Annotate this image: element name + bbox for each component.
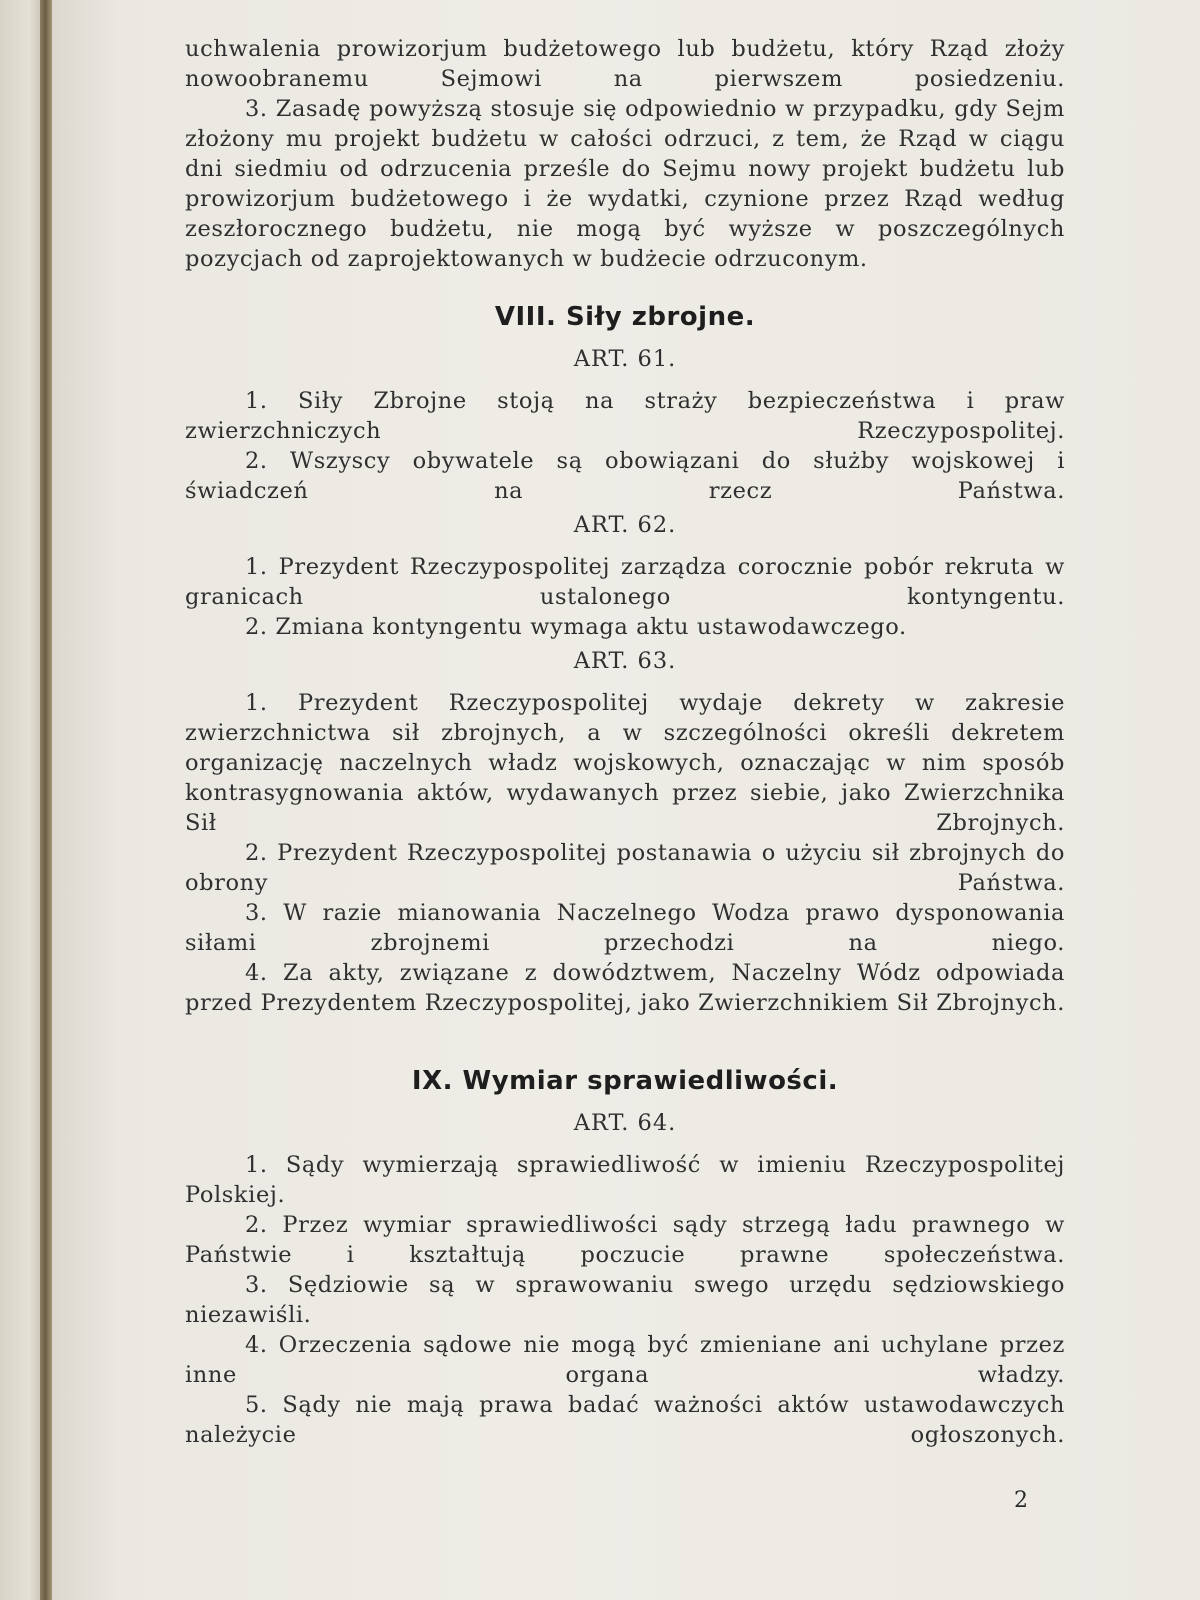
chapter-gap (185, 1018, 1065, 1038)
page-number: 2 (1014, 1488, 1028, 1513)
art-62-paragraph-2: 2. Zmiana kontyngentu wymaga aktu ustawodawczego. (245, 614, 907, 640)
art-64-paragraph-1: 1. Sądy wymierzają sprawiedliwość w imieniu Rzeczypospolitej Polskiej. (185, 1152, 1065, 1208)
art-61-heading: ART. 61. (573, 346, 677, 372)
art-62-paragraph-1: 1. Prezydent Rzeczypospolitej zarządza corocznie pobór rekruta w granicach ustalonego kontyngentu. (185, 554, 1065, 610)
chapter-8-title: VIII. Siły zbrojne. (494, 302, 756, 332)
art-64-paragraph-3: 3. Sędziowie są w sprawowaniu swego urzędu sędziowskiego niezawiśli. (185, 1272, 1065, 1328)
art-63-heading: ART. 63. (573, 648, 677, 674)
art-64-paragraph-4: 4. Orzeczenia sądowe nie mogą być zmieniane ani uchylane przez inne organa władzy. (185, 1332, 1065, 1388)
book-binding (40, 0, 52, 1600)
intro-paragraph-2: 3. Zasadę powyższą stosuje się odpowiednio w przypadku, gdy Sejm złożony mu projekt budżetu w całości odrzuci, z tem, że Rząd w ciągu dni siedmiu od odrzucenia prześle do Sejmu nowy projekt budżetu lub prowizorjum budżetowego i że wydatki, czynione przez Rząd według zeszłorocznego budżetu, nie mogą być wyższe w poszczególnych pozycjach od zaprojektowanych w budżecie odrzuconym. (185, 96, 1065, 272)
chapter-9-title: IX. Wymiar sprawiedliwości. (411, 1066, 839, 1096)
art-61-paragraph-1: 1. Siły Zbrojne stoją na straży bezpieczeństwa i praw zwierzchniczych Rzeczypospolitej. (185, 388, 1065, 444)
art-64-heading: ART. 64. (573, 1110, 677, 1136)
art-62-heading: ART. 62. (573, 512, 677, 538)
intro-paragraph-1: uchwalenia prowizorjum budżetowego lub budżetu, który Rząd złoży nowoobranemu Sejmowi na pierwszem posiedzeniu. (185, 36, 1065, 92)
page-text (185, 34, 1065, 1450)
art-63-paragraph-3: 3. W razie mianowania Naczelnego Wodza prawo dysponowania siłami zbrojnemi przechodzi na niego. (185, 900, 1065, 956)
art-64-paragraph-5: 5. Sądy nie mają prawa badać ważności aktów ustawodawczych należycie ogłoszonych. (185, 1392, 1065, 1448)
art-64-paragraph-2: 2. Przez wymiar sprawiedliwości sądy strzegą ładu prawnego w Państwie i kształtują poczucie prawne społeczeństwa. (185, 1212, 1065, 1268)
art-63-paragraph-4: 4. Za akty, związane z dowództwem, Naczelny Wódz odpowiada przed Prezydentem Rzeczypospolitej, jako Zwierzchnikiem Sił Zbrojnych. (185, 960, 1065, 1016)
art-63-paragraph-1: 1. Prezydent Rzeczypospolitej wydaje dekrety w zakresie zwierzchnictwa sił zbrojnych, a w szczególności określi dekretem organizację naczelnych władz wojskowych, oznaczając w nim sposób kontrasygnowania aktów, wydawanych przez siebie, jako Zwierzchnika Sił Zbrojnych. (185, 690, 1065, 836)
art-63-paragraph-2: 2. Prezydent Rzeczypospolitej postanawia o użyciu sił zbrojnych do obrony Państwa. (185, 840, 1065, 896)
art-61-paragraph-2: 2. Wszyscy obywatele są obowiązani do służby wojskowej i świadczeń na rzecz Państwa. (185, 448, 1065, 504)
